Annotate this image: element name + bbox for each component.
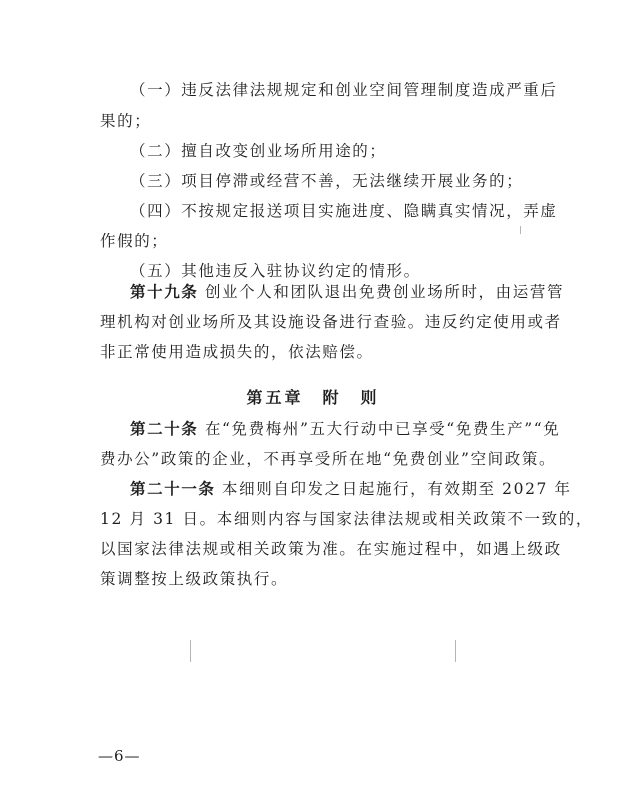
page-number: —6—: [98, 747, 141, 765]
item-4-line-2: 作假的；: [100, 232, 169, 250]
item-2: （二）擅自改变创业场所用途的；: [130, 142, 387, 160]
article-21-label: 第二十一条: [130, 479, 216, 498]
article-20-line-2: 费办公”政策的企业，不再享受所在地“免费创业”空间政策。: [100, 450, 557, 468]
article-21-line-2: 12 月 31 日。本细则内容与国家法律法规或相关政策不一致的，: [100, 510, 593, 528]
item-1-line-2: 果的；: [100, 112, 152, 130]
article-21-line-1: [130, 479, 572, 499]
article-20-text-1: 在“免费梅州”五大行动中已享受“免费生产”“免: [204, 420, 561, 438]
item-5: （五）其他违反入驻协议约定的情形。: [130, 262, 421, 280]
article-20-label: 第二十条: [130, 419, 199, 438]
article-21-line-4: 策调整按上级政策执行。: [100, 570, 289, 588]
article-20-line-1: [130, 419, 560, 439]
item-4-line-1: （四）不按规定报送项目实施进度、隐瞒真实情况，弄虚: [130, 202, 558, 220]
scan-speck-margin: [520, 226, 521, 234]
article-19-line-2: 理机构对创业场所及其设施设备进行查验。违反约定使用或者: [100, 313, 562, 331]
article-21-text-1: 本细则自印发之日起施行，有效期至 2027 年: [222, 480, 572, 498]
scan-speck-right: [455, 640, 456, 662]
article-19-label: 第十九条: [130, 282, 199, 301]
article-19-line-3: 非正常使用造成损失的，依法赔偿。: [100, 343, 374, 361]
article-19-line-1: [130, 282, 564, 302]
scan-speck-left: [190, 640, 191, 662]
item-1-line-1: （一）违反法律法规规定和创业空间管理制度造成严重后: [130, 81, 558, 99]
chapter-title: 第五章 附 则: [246, 388, 380, 407]
article-21-line-3: 以国家法律法规或相关政策为准。在实施过程中，如遇上级政: [100, 540, 562, 558]
item-3: （三）项目停滞或经营不善，无法继续开展业务的；: [130, 172, 524, 190]
article-19-text-1: 创业个人和团队退出免费创业场所时，由运营管: [204, 283, 565, 301]
